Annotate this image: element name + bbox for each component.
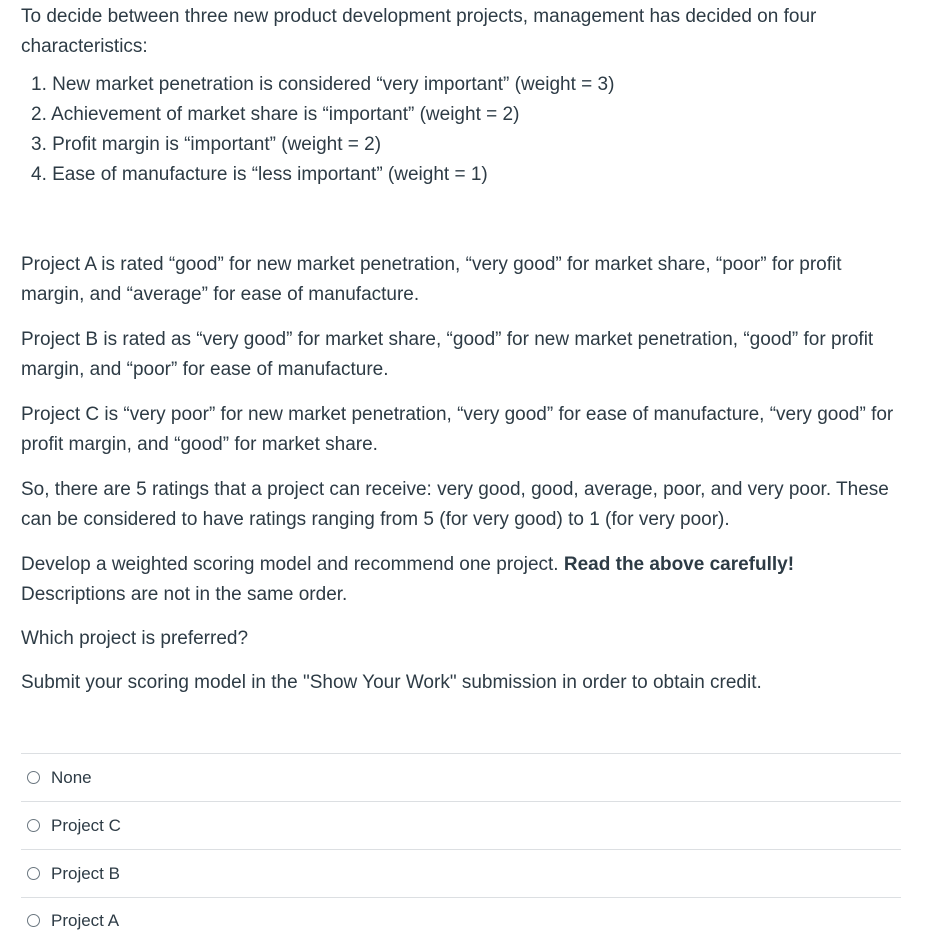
prompt-paragraph: Which project is preferred? [21, 628, 249, 649]
develop-emphasis: Read the above carefully! [563, 554, 795, 575]
criteria-list [21, 70, 901, 190]
answer-option-none[interactable] [21, 753, 901, 801]
criteria-item: 2. Achievement of market share is “important” (weight = 2) [31, 104, 520, 125]
project-c-paragraph: Project C is “very poor” for new market penetration, “very good” for ease of manufacture, “very good” for profit margin, and “good” for market share. [21, 404, 894, 455]
answer-label: None [51, 767, 92, 787]
project-b-paragraph: Project B is rated as “very good” for market share, “good” for new market penetration, “good” for profit margin, and “poor” for ease of manufacture. [21, 329, 874, 380]
answer-label: Project A [51, 910, 120, 930]
question-text [21, 0, 901, 698]
intro-paragraph: To decide between three new product development projects, management has decided on four characteristics: [21, 6, 817, 57]
criteria-item: 1. New market penetration is considered “very important” (weight = 3) [31, 74, 615, 95]
ratings-paragraph: So, there are 5 ratings that a project can receive: very good, good, average, poor, and very poor. These can be considered to have ratings ranging from 5 (for very good) to 1 (for very poor). [21, 479, 889, 530]
develop-text: Develop a weighted scoring model and recommend one project. [21, 554, 564, 575]
develop-text-suffix: Descriptions are not in the same order. [21, 584, 348, 605]
radio-button[interactable] [27, 914, 40, 927]
criteria-item: 3. Profit margin is “important” (weight = 2) [31, 134, 382, 155]
submit-note: Submit your scoring model in the "Show Your Work" submission in order to obtain credit. [21, 672, 762, 693]
answer-option-project-b[interactable] [21, 849, 901, 897]
radio-button[interactable] [27, 867, 40, 880]
answer-label: Project C [51, 815, 121, 835]
radio-button[interactable] [27, 771, 40, 784]
develop-paragraph [21, 550, 901, 610]
answer-label: Project B [51, 863, 120, 883]
criteria-item: 4. Ease of manufacture is “less important” (weight = 1) [31, 164, 488, 185]
answer-option-project-c[interactable] [21, 801, 901, 849]
project-a-paragraph: Project A is rated “good” for new market penetration, “very good” for market share, “poor” for profit margin, and “average” for ease of manufacture. [21, 254, 842, 305]
answer-option-project-a[interactable] [21, 897, 901, 943]
answer-list [21, 753, 901, 943]
radio-button[interactable] [27, 819, 40, 832]
